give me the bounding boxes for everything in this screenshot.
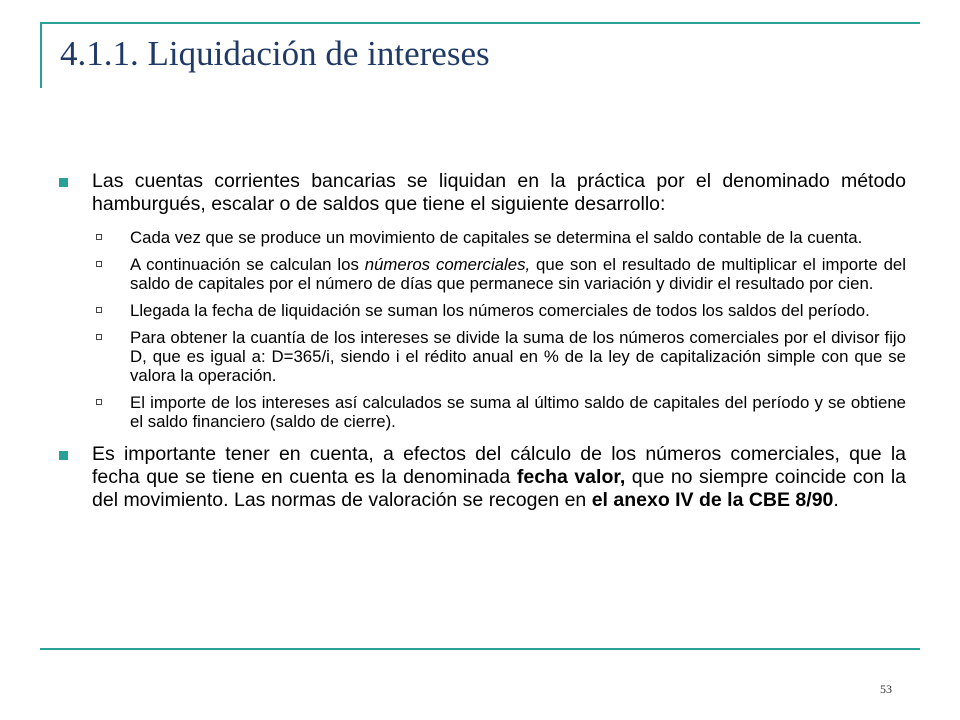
list-item-text-before: A continuación se calculan los bbox=[130, 255, 365, 274]
slide-title: 4.1.1. Liquidación de intereses bbox=[60, 34, 490, 73]
steps-list bbox=[92, 228, 906, 431]
list-item bbox=[92, 255, 906, 293]
hollow-square-icon bbox=[96, 399, 102, 405]
square-bullet-icon bbox=[59, 178, 68, 187]
paragraph-text-part2: que no siempre coincide con la del movimiento. Las normas de valoración se recogen en bbox=[92, 466, 906, 511]
left-divider bbox=[40, 22, 42, 88]
bottom-divider bbox=[40, 648, 920, 650]
page-number: 53 bbox=[880, 682, 892, 696]
list-item bbox=[92, 328, 906, 385]
list-item bbox=[92, 393, 906, 431]
list-item bbox=[92, 228, 906, 247]
paragraph-text-part1: Es importante tener en cuenta, a efectos del cálculo de los números comerciales, que la fecha que se tiene en cuenta es la denominada bbox=[92, 443, 906, 488]
paragraph-text-part3: . bbox=[833, 489, 839, 511]
bold-term-fecha-valor: fecha valor, bbox=[516, 466, 626, 488]
list-item-text-after: que son el resultado de multiplicar el importe del saldo de capitales por el número de días que permanece sin variación y dividir el resultado por cien. bbox=[130, 255, 906, 293]
square-bullet-icon bbox=[59, 451, 68, 460]
hollow-square-icon bbox=[96, 234, 102, 240]
hollow-square-icon bbox=[96, 334, 102, 340]
hollow-square-icon bbox=[96, 261, 102, 267]
paragraph-fecha-valor bbox=[54, 443, 906, 512]
list-item-text: Llegada la fecha de liquidación se suman los números comerciales de todos los saldos del período. bbox=[130, 301, 870, 320]
list-item-text: El importe de los intereses así calculados se suma al último saldo de capitales del período y se obtiene el saldo financiero (saldo de cierre). bbox=[130, 393, 906, 431]
slide-body bbox=[54, 170, 906, 524]
list-item-text: Cada vez que se produce un movimiento de capitales se determina el saldo contable de la cuenta. bbox=[130, 228, 863, 247]
bold-term-anexo: el anexo IV de la CBE 8/90 bbox=[591, 489, 834, 511]
paragraph-methodology bbox=[54, 170, 906, 216]
list-item bbox=[92, 301, 906, 320]
top-divider bbox=[40, 22, 920, 24]
paragraph-text: Las cuentas corrientes bancarias se liquidan en la práctica por el denominado método hamburgués, escalar o de saldos que tiene el siguiente desarrollo: bbox=[92, 170, 906, 215]
hollow-square-icon bbox=[96, 307, 102, 313]
list-item-italic-term: números comerciales, bbox=[364, 255, 531, 274]
list-item-text: Para obtener la cuantía de los intereses se divide la suma de los números comerciales por el divisor fijo D, que es igual a: D=365/i, siendo i el rédito anual en % de la ley de capitalización simple con que se valora la operación. bbox=[130, 328, 906, 385]
